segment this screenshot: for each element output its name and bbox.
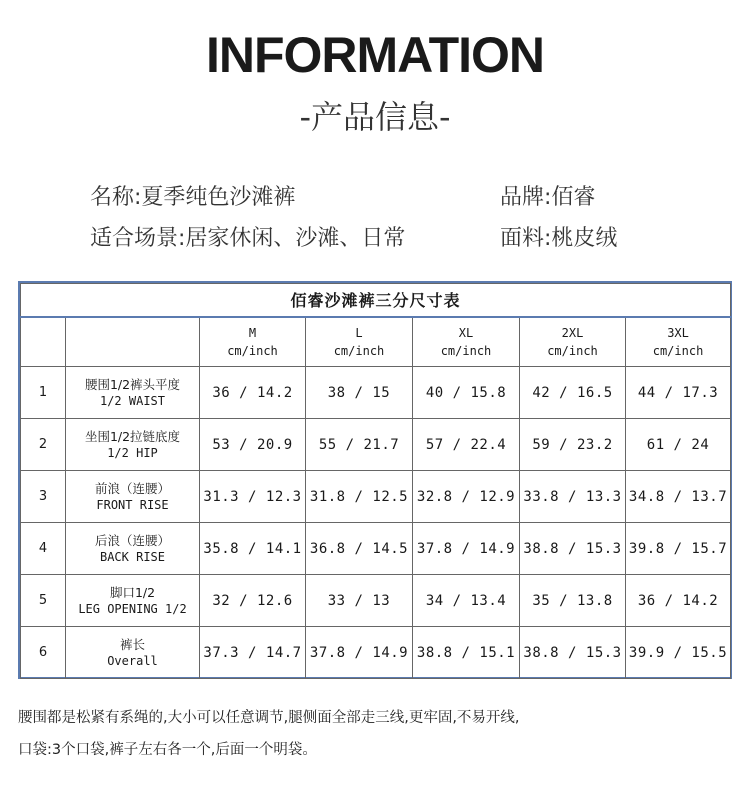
table-row [21,367,731,419]
size-value: 33 / 13 [306,575,413,627]
description-line-2: 口袋:3个口袋,裤子左右各一个,后面一个明袋。 [18,742,317,758]
column-size: 2XL [561,325,584,340]
part-name-en: 1/2 WAIST [99,393,166,408]
table-row [21,575,731,627]
column-header-m [200,317,306,367]
size-value: 37.8 / 14.9 [306,627,413,679]
column-header-3xl [626,317,731,367]
part-name-cn: 坐围1/2拉链底度 [84,428,181,444]
part-name-cn: 前浪（连腰） [94,480,170,496]
row-number: 2 [21,419,66,471]
size-value: 31.8 / 12.5 [306,471,413,523]
column-header-xl [413,317,520,367]
size-value: 44 / 17.3 [626,367,731,419]
size-value: 32.8 / 12.9 [413,471,520,523]
size-table-caption: 佰睿沙滩裤三分尺寸表 [21,284,731,317]
size-value: 38.8 / 15.3 [520,627,626,679]
part-name-en: BACK RISE [99,549,166,564]
column-size: L [355,325,363,340]
row-part-label [66,627,200,679]
part-name-en: Overall [107,653,158,668]
row-part-label [66,367,200,419]
row-part-label [66,471,200,523]
table-row [21,471,731,523]
column-header-l [306,317,413,367]
column-size: XL [458,325,474,340]
header-empty-cell [66,317,200,367]
size-value: 34.8 / 13.7 [626,471,731,523]
row-number: 6 [21,627,66,679]
size-value: 55 / 21.7 [306,419,413,471]
column-unit: cm/inch [333,343,385,358]
size-value: 39.9 / 15.5 [626,627,731,679]
column-unit: cm/inch [652,343,704,358]
column-header-2xl [520,317,626,367]
part-name-cn: 后浪（连腰） [94,532,170,548]
table-row [21,419,731,471]
table-row [21,627,731,679]
size-value: 36.8 / 14.5 [306,523,413,575]
size-value: 36 / 14.2 [200,367,306,419]
part-name-cn: 腰围1/2裤头平度 [84,376,181,392]
size-value: 38.8 / 15.1 [413,627,520,679]
size-value: 53 / 20.9 [200,419,306,471]
size-value: 35 / 13.8 [520,575,626,627]
product-name: 名称:夏季纯色沙滩裤 [90,185,296,210]
part-name-en: 1/2 HIP [107,445,158,460]
column-unit: cm/inch [547,343,598,358]
size-value: 59 / 23.2 [520,419,626,471]
size-value: 61 / 24 [626,419,731,471]
row-part-label [66,523,200,575]
column-size: M [248,325,257,340]
size-value: 33.8 / 13.3 [520,471,626,523]
header-empty-cell [21,317,66,367]
column-unit: cm/inch [440,343,492,358]
size-value: 36 / 14.2 [626,575,731,627]
size-table-frame [18,281,732,679]
description-line-1: 腰围都是松紧有系绳的,大小可以任意调节,腿侧面全部走三线,更牢固,不易开线, [18,710,520,726]
part-name-cn: 脚口1/2 [109,584,156,600]
size-value: 37.3 / 14.7 [200,627,306,679]
size-value: 37.8 / 14.9 [413,523,520,575]
product-brand: 品牌:佰睿 [500,185,596,210]
size-value: 38.8 / 15.3 [520,523,626,575]
row-part-label [66,419,200,471]
row-number: 4 [21,523,66,575]
size-value: 39.8 / 15.7 [626,523,731,575]
column-size: 3XL [667,325,689,340]
part-name-cn: 裤长 [119,636,145,652]
product-fabric: 面料:桃皮绒 [500,226,618,251]
size-value: 32 / 12.6 [200,575,306,627]
row-number: 1 [21,367,66,419]
size-value: 35.8 / 14.1 [200,523,306,575]
row-number: 5 [21,575,66,627]
size-value: 31.3 / 12.3 [200,471,306,523]
size-value: 40 / 15.8 [413,367,520,419]
page-title: INFORMATION [205,27,545,83]
size-value: 34 / 13.4 [413,575,520,627]
row-part-label [66,575,200,627]
row-number: 3 [21,471,66,523]
size-table-header-row [21,317,731,367]
product-scene: 适合场景:居家休闲、沙滩、日常 [90,226,406,251]
column-unit: cm/inch [227,343,278,358]
size-table [20,283,731,679]
part-name-en: FRONT RISE [96,497,169,512]
size-value: 57 / 22.4 [413,419,520,471]
size-value: 38 / 15 [306,367,413,419]
table-row [21,523,731,575]
size-value: 42 / 16.5 [520,367,626,419]
page-subtitle: -产品信息- [299,98,451,136]
part-name-en: LEG OPENING 1/2 [78,601,187,616]
